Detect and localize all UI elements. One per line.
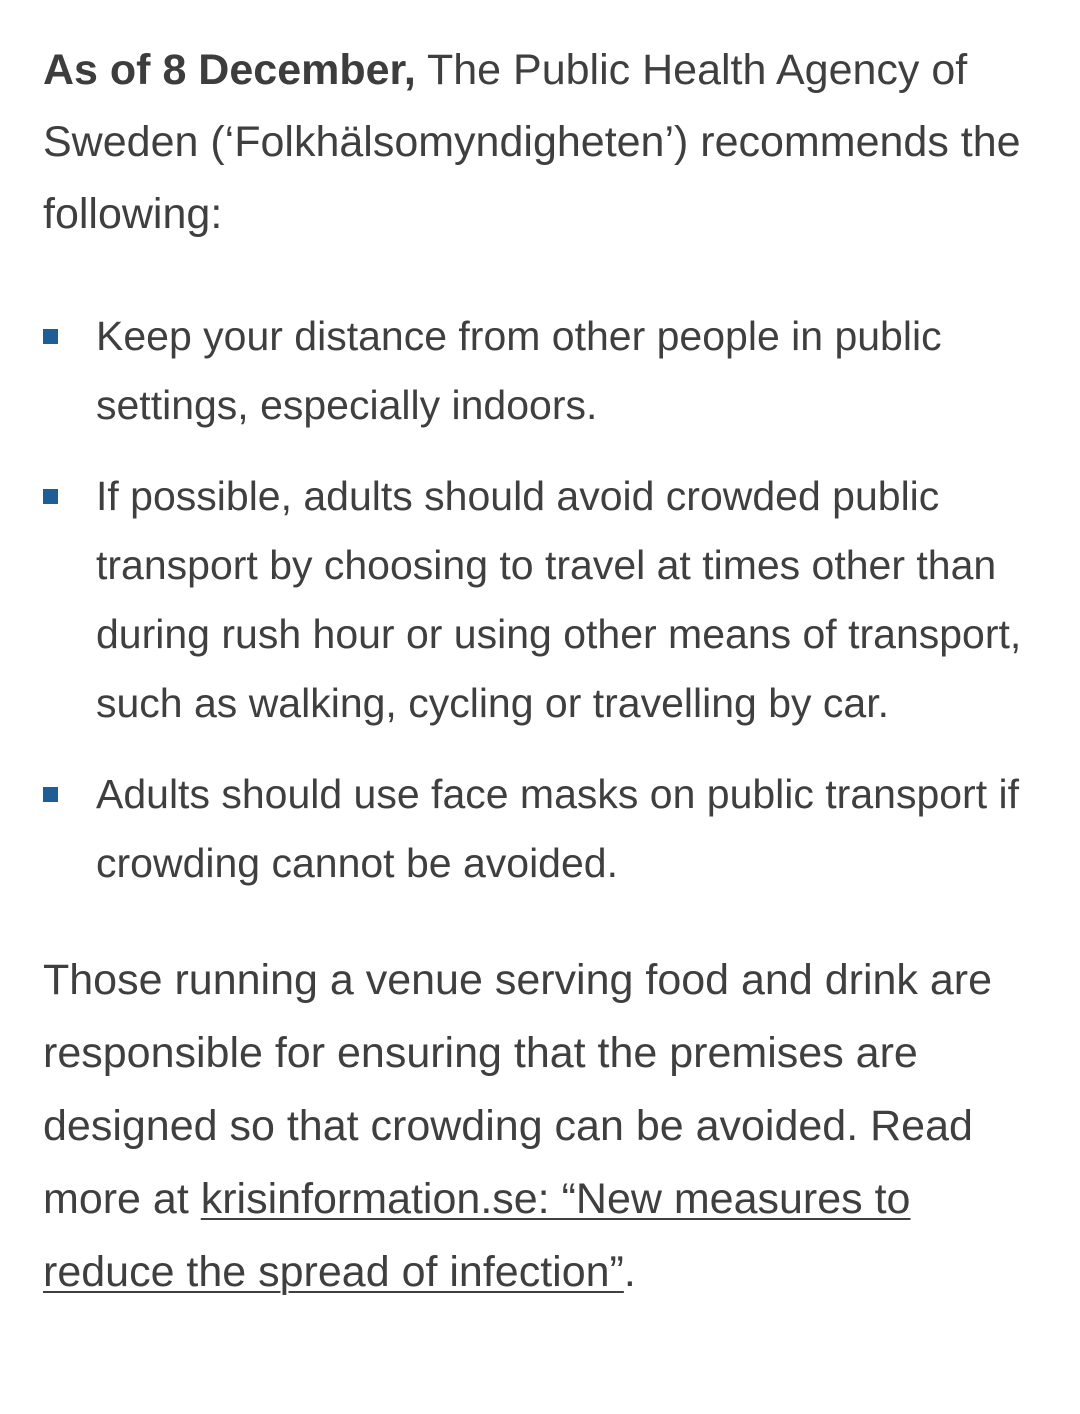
closing-paragraph [43,944,1040,1309]
closing-period: . [623,1248,636,1296]
list-item-text: Keep your distance from other people in public settings, especially indoors. [96,313,942,428]
intro-paragraph [43,34,1040,250]
square-bullet-icon [43,787,58,802]
list-item [43,760,1040,898]
intro-date-lead: As of 8 December, [43,46,416,94]
list-item [43,462,1040,738]
closing-text: Those running a venue serving food and drink are responsible for ensuring that the premises are designed so that crowding can be avoided. Read more at [43,956,993,1223]
square-bullet-icon [43,489,58,504]
krisinformation-link[interactable]: krisinformation.se: “New measures to reduce the spread of infection” [43,1175,911,1296]
list-item-text: Adults should use face masks on public transport if crowding cannot be avoided. [96,771,1019,886]
list-item-text: If possible, adults should avoid crowded public transport by choosing to travel at times other than during rush hour or using other means of transport, such as walking, cycling or travelling by car. [96,473,1022,726]
intro-text: The Public Health Agency of Sweden (‘Folkhälsomyndigheten’) recommends the following: [43,46,1021,238]
recommendations-list [43,302,1040,898]
list-item [43,302,1040,440]
square-bullet-icon [43,329,58,344]
